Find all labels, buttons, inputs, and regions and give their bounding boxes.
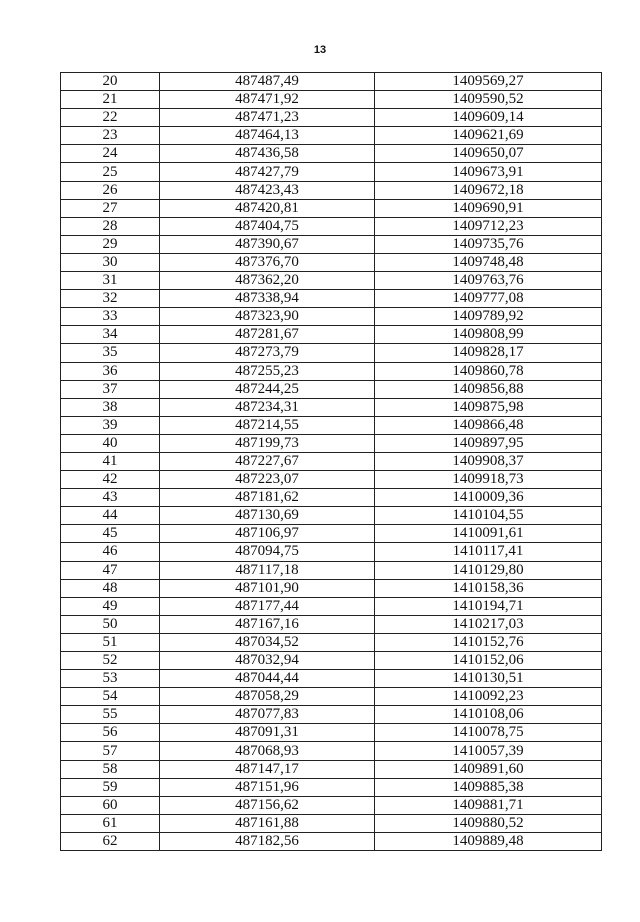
y-coordinate-cell: 1410108,06	[375, 706, 602, 724]
point-number-cell: 45	[61, 525, 160, 543]
table-row	[61, 615, 602, 633]
table-row	[61, 525, 602, 543]
y-coordinate-cell: 1409866,48	[375, 416, 602, 434]
x-coordinate-cell: 487034,52	[160, 633, 375, 651]
point-number-cell: 61	[61, 814, 160, 832]
y-coordinate-cell: 1410009,36	[375, 489, 602, 507]
point-number-cell: 40	[61, 434, 160, 452]
x-coordinate-cell: 487487,49	[160, 73, 375, 91]
point-number-cell: 27	[61, 199, 160, 217]
table-row	[61, 778, 602, 796]
x-coordinate-cell: 487436,58	[160, 145, 375, 163]
y-coordinate-cell: 1409748,48	[375, 253, 602, 271]
x-coordinate-cell: 487464,13	[160, 127, 375, 145]
point-number-cell: 52	[61, 652, 160, 670]
point-number-cell: 43	[61, 489, 160, 507]
point-number-cell: 38	[61, 398, 160, 416]
x-coordinate-cell: 487234,31	[160, 398, 375, 416]
x-coordinate-cell: 487323,90	[160, 308, 375, 326]
table-row	[61, 724, 602, 742]
point-number-cell: 23	[61, 127, 160, 145]
point-number-cell: 37	[61, 380, 160, 398]
table-row	[61, 217, 602, 235]
x-coordinate-cell: 487338,94	[160, 290, 375, 308]
x-coordinate-cell: 487227,67	[160, 452, 375, 470]
x-coordinate-cell: 487177,44	[160, 597, 375, 615]
point-number-cell: 54	[61, 688, 160, 706]
coordinates-table-body	[61, 73, 602, 851]
point-number-cell: 36	[61, 362, 160, 380]
table-row	[61, 344, 602, 362]
table-row	[61, 398, 602, 416]
table-row	[61, 688, 602, 706]
point-number-cell: 32	[61, 290, 160, 308]
x-coordinate-cell: 487281,67	[160, 326, 375, 344]
table-row	[61, 145, 602, 163]
y-coordinate-cell: 1410217,03	[375, 615, 602, 633]
table-row	[61, 670, 602, 688]
y-coordinate-cell: 1410092,23	[375, 688, 602, 706]
point-number-cell: 58	[61, 760, 160, 778]
y-coordinate-cell: 1409789,92	[375, 308, 602, 326]
point-number-cell: 62	[61, 832, 160, 850]
y-coordinate-cell: 1409777,08	[375, 290, 602, 308]
table-row	[61, 832, 602, 850]
table-row	[61, 814, 602, 832]
table-row	[61, 380, 602, 398]
point-number-cell: 60	[61, 796, 160, 814]
point-number-cell: 48	[61, 579, 160, 597]
y-coordinate-cell: 1410130,51	[375, 670, 602, 688]
table-row	[61, 652, 602, 670]
y-coordinate-cell: 1409690,91	[375, 199, 602, 217]
y-coordinate-cell: 1409908,37	[375, 452, 602, 470]
x-coordinate-cell: 487068,93	[160, 742, 375, 760]
y-coordinate-cell: 1409889,48	[375, 832, 602, 850]
table-row	[61, 290, 602, 308]
table-row	[61, 73, 602, 91]
point-number-cell: 24	[61, 145, 160, 163]
table-row	[61, 362, 602, 380]
table-row	[61, 308, 602, 326]
y-coordinate-cell: 1409672,18	[375, 181, 602, 199]
x-coordinate-cell: 487404,75	[160, 217, 375, 235]
y-coordinate-cell: 1409569,27	[375, 73, 602, 91]
table-row	[61, 181, 602, 199]
y-coordinate-cell: 1409609,14	[375, 109, 602, 127]
x-coordinate-cell: 487255,23	[160, 362, 375, 380]
point-number-cell: 22	[61, 109, 160, 127]
point-number-cell: 21	[61, 91, 160, 109]
y-coordinate-cell: 1409885,38	[375, 778, 602, 796]
table-row	[61, 326, 602, 344]
point-number-cell: 34	[61, 326, 160, 344]
y-coordinate-cell: 1409918,73	[375, 471, 602, 489]
x-coordinate-cell: 487106,97	[160, 525, 375, 543]
y-coordinate-cell: 1410057,39	[375, 742, 602, 760]
table-row	[61, 561, 602, 579]
x-coordinate-cell: 487032,94	[160, 652, 375, 670]
x-coordinate-cell: 487420,81	[160, 199, 375, 217]
y-coordinate-cell: 1409860,78	[375, 362, 602, 380]
table-row	[61, 507, 602, 525]
point-number-cell: 47	[61, 561, 160, 579]
point-number-cell: 46	[61, 543, 160, 561]
x-coordinate-cell: 487151,96	[160, 778, 375, 796]
table-row	[61, 452, 602, 470]
y-coordinate-cell: 1409880,52	[375, 814, 602, 832]
y-coordinate-cell: 1409828,17	[375, 344, 602, 362]
y-coordinate-cell: 1410104,55	[375, 507, 602, 525]
point-number-cell: 57	[61, 742, 160, 760]
y-coordinate-cell: 1410117,41	[375, 543, 602, 561]
x-coordinate-cell: 487117,18	[160, 561, 375, 579]
point-number-cell: 41	[61, 452, 160, 470]
table-row	[61, 489, 602, 507]
table-row	[61, 253, 602, 271]
table-row	[61, 796, 602, 814]
page-number: 13	[313, 44, 327, 56]
y-coordinate-cell: 1409856,88	[375, 380, 602, 398]
x-coordinate-cell: 487273,79	[160, 344, 375, 362]
x-coordinate-cell: 487094,75	[160, 543, 375, 561]
x-coordinate-cell: 487214,55	[160, 416, 375, 434]
x-coordinate-cell: 487130,69	[160, 507, 375, 525]
table-row	[61, 706, 602, 724]
y-coordinate-cell: 1410091,61	[375, 525, 602, 543]
table-row	[61, 543, 602, 561]
y-coordinate-cell: 1410194,71	[375, 597, 602, 615]
x-coordinate-cell: 487223,07	[160, 471, 375, 489]
table-row	[61, 597, 602, 615]
table-row	[61, 471, 602, 489]
point-number-cell: 28	[61, 217, 160, 235]
y-coordinate-cell: 1409808,99	[375, 326, 602, 344]
table-row	[61, 199, 602, 217]
x-coordinate-cell: 487182,56	[160, 832, 375, 850]
point-number-cell: 29	[61, 235, 160, 253]
x-coordinate-cell: 487471,92	[160, 91, 375, 109]
y-coordinate-cell: 1410152,06	[375, 652, 602, 670]
y-coordinate-cell: 1409590,52	[375, 91, 602, 109]
x-coordinate-cell: 487390,67	[160, 235, 375, 253]
x-coordinate-cell: 487167,16	[160, 615, 375, 633]
point-number-cell: 55	[61, 706, 160, 724]
y-coordinate-cell: 1410078,75	[375, 724, 602, 742]
y-coordinate-cell: 1409881,71	[375, 796, 602, 814]
point-number-cell: 56	[61, 724, 160, 742]
point-number-cell: 44	[61, 507, 160, 525]
x-coordinate-cell: 487101,90	[160, 579, 375, 597]
x-coordinate-cell: 487244,25	[160, 380, 375, 398]
point-number-cell: 51	[61, 633, 160, 651]
y-coordinate-cell: 1409875,98	[375, 398, 602, 416]
x-coordinate-cell: 487156,62	[160, 796, 375, 814]
point-number-cell: 26	[61, 181, 160, 199]
x-coordinate-cell: 487147,17	[160, 760, 375, 778]
y-coordinate-cell: 1409650,07	[375, 145, 602, 163]
table-row	[61, 91, 602, 109]
table-row	[61, 109, 602, 127]
point-number-cell: 50	[61, 615, 160, 633]
table-row	[61, 633, 602, 651]
point-number-cell: 31	[61, 272, 160, 290]
x-coordinate-cell: 487058,29	[160, 688, 375, 706]
point-number-cell: 35	[61, 344, 160, 362]
x-coordinate-cell: 487362,20	[160, 272, 375, 290]
point-number-cell: 30	[61, 253, 160, 271]
table-row	[61, 127, 602, 145]
x-coordinate-cell: 487077,83	[160, 706, 375, 724]
x-coordinate-cell: 487044,44	[160, 670, 375, 688]
point-number-cell: 59	[61, 778, 160, 796]
x-coordinate-cell: 487471,23	[160, 109, 375, 127]
y-coordinate-cell: 1410152,76	[375, 633, 602, 651]
table-row	[61, 163, 602, 181]
table-row	[61, 416, 602, 434]
x-coordinate-cell: 487199,73	[160, 434, 375, 452]
x-coordinate-cell: 487181,62	[160, 489, 375, 507]
table-row	[61, 235, 602, 253]
table-row	[61, 434, 602, 452]
table-row	[61, 760, 602, 778]
point-number-cell: 42	[61, 471, 160, 489]
x-coordinate-cell: 487427,79	[160, 163, 375, 181]
y-coordinate-cell: 1409897,95	[375, 434, 602, 452]
y-coordinate-cell: 1409735,76	[375, 235, 602, 253]
coordinates-table	[60, 72, 602, 851]
point-number-cell: 25	[61, 163, 160, 181]
point-number-cell: 53	[61, 670, 160, 688]
x-coordinate-cell: 487161,88	[160, 814, 375, 832]
y-coordinate-cell: 1410158,36	[375, 579, 602, 597]
x-coordinate-cell: 487423,43	[160, 181, 375, 199]
table-row	[61, 579, 602, 597]
y-coordinate-cell: 1409712,23	[375, 217, 602, 235]
point-number-cell: 20	[61, 73, 160, 91]
point-number-cell: 39	[61, 416, 160, 434]
y-coordinate-cell: 1409763,76	[375, 272, 602, 290]
table-row	[61, 742, 602, 760]
table-row	[61, 272, 602, 290]
point-number-cell: 33	[61, 308, 160, 326]
x-coordinate-cell: 487376,70	[160, 253, 375, 271]
y-coordinate-cell: 1409891,60	[375, 760, 602, 778]
y-coordinate-cell: 1409621,69	[375, 127, 602, 145]
y-coordinate-cell: 1409673,91	[375, 163, 602, 181]
point-number-cell: 49	[61, 597, 160, 615]
x-coordinate-cell: 487091,31	[160, 724, 375, 742]
y-coordinate-cell: 1410129,80	[375, 561, 602, 579]
